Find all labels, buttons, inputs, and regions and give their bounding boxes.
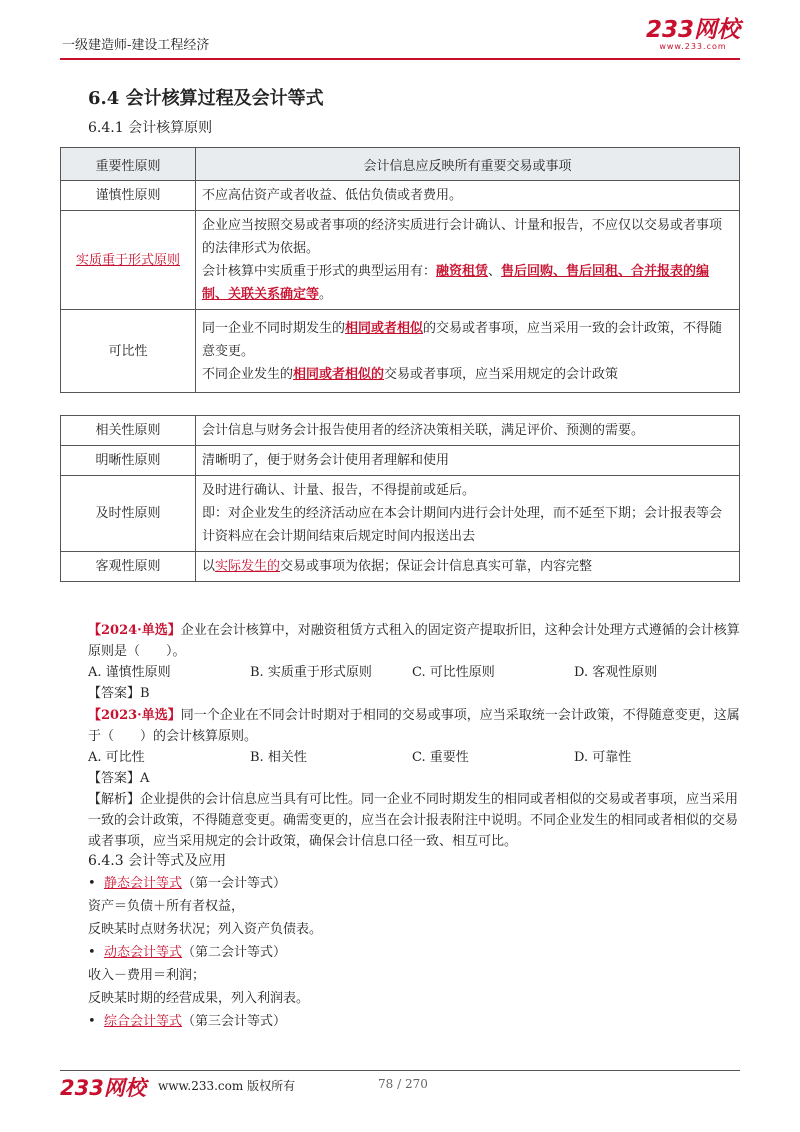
principle-name: 客观性原则 [61,552,196,582]
option: A. 谨慎性原则 [88,665,171,680]
highlight-term: 相同或者相似的 [293,366,385,382]
principle-name: 可比性 [61,310,196,393]
answer: 【答案】B [88,686,150,701]
option: A. 可比性 [88,750,145,765]
question-stem: 【2024·单选】企业在会计核算中，对融资租赁方式租入的固定资产提取折旧，这种会计处理方式遵循的会计核算原则是（ ）。 [88,623,740,659]
option: C. 可比性原则 [412,665,495,680]
subsection-title-3: 6.4.3 会计等式及应用 [88,853,227,869]
principles-table-2 [60,415,740,582]
table-header-row [61,148,740,181]
principle-name: 及时性原则 [61,476,196,552]
principle-desc: 以实际发生的交易或事项为依据；保证会计信息真实可靠，内容完整 [196,552,740,582]
table-head-desc: 会计信息应反映所有重要交易或事项 [196,148,740,181]
table-row [61,476,740,552]
equations-section [88,872,322,1033]
option: D. 可靠性 [574,750,632,765]
answer: 【答案】A [88,771,150,786]
principle-desc [196,476,740,552]
question-2024 [88,620,748,704]
footer-logo: 233网校 [60,1076,146,1100]
desc-line: 不同企业发生的相同或者相似的交易或者事项，应当采用规定的会计政策 [202,366,619,382]
desc-line: 及时进行确认、计量、报告，不得提前或延后。 [202,483,476,498]
principle-desc: 不应高估资产或者收益、低估负债或者费用。 [196,181,740,211]
highlight-term: 融资租赁 [436,264,489,279]
option: C. 重要性 [412,750,469,765]
desc-line: 企业应当按照交易或者事项的经济实质进行会计确认、计量和报告，不应仅以交易或者事项的法律形式为依据。 [202,218,723,256]
bullet-icon: • [88,945,96,960]
highlight-term: 实际发生的 [215,559,281,574]
bullet-icon: • [88,876,96,891]
highlight-term: 相同或者相似 [345,320,424,336]
bullet-item: • 静态会计等式（第一会计等式） [88,876,286,891]
option: B. 实质重于形式原则 [250,665,372,680]
principles-table-1 [60,147,740,393]
logo-text: 233网校 [645,17,740,43]
desc-line: 即：对企业发生的经济活动应在本会计期间内进行会计处理，而不延至下期；会计报表等会计资料应在会计期间结束后规定时间内报送出去 [202,506,723,544]
option: D. 客观性原则 [574,665,658,680]
question-2023 [88,705,748,852]
section-title: 6.4 会计核算过程及会计等式 [88,88,324,109]
analysis: 【解析】企业提供的会计信息应当具有可比性。同一企业不同时期发生的相同或者相似的交易或者事项，应当采用一致的会计政策，不得随意变更。确需变更的，应当在会计报表附注中说明。不同企业发生的相同或者相似的交易或者事项，应当采用规定的会计政策，确保会计信息口径一致、相互可比。 [88,792,739,849]
bullet-item: • 综合会计等式（第三会计等式） [88,1014,286,1029]
table-row [61,181,740,211]
principle-name: 谨慎性原则 [61,181,196,211]
table-row [61,552,740,582]
bullet-icon: • [88,1014,96,1029]
table-head-name: 重要性原则 [61,148,196,181]
body-line: 反映某时点财务状况；列入资产负债表。 [88,922,323,937]
body-line: 资产＝负债＋所有者权益， [88,899,245,914]
principle-desc [196,310,740,393]
table-row [61,211,740,310]
page-number: 78 / 270 [378,1077,428,1091]
table-row [61,446,740,476]
header-title: 一级建造师-建设工程经济 [62,38,210,53]
header-divider [60,58,740,60]
highlight-term: 售后回购、售后回租、合并报表的编制、关联关系确定等 [202,264,710,302]
option: B. 相关性 [250,750,307,765]
principle-desc [196,211,740,310]
desc-line: 同一企业不同时期发生的相同或者相似的交易或者事项，应当采用一致的会计政策，不得随意变更。 [202,320,723,359]
options-row [88,662,748,683]
question-tag: 【2023·单选】 [88,708,181,723]
body-line: 收入－费用＝利润； [88,968,206,983]
table-row [61,310,740,393]
principle-name: 相关性原则 [61,416,196,446]
table-row [61,416,740,446]
logo-url: www.233.com [659,42,727,51]
brand-logo [646,18,740,51]
footer-divider [60,1070,740,1071]
principle-desc: 会计信息与财务会计报告使用者的经济决策相关联，满足评价、预测的需要。 [196,416,740,446]
footer-site: www.233.com 版权所有 [158,1079,296,1093]
desc-line: 会计核算中实质重于形式的典型运用有：融资租赁、售后回购、售后回租、合并报表的编制、关联关系确定等。 [202,264,710,302]
body-line: 反映某时期的经营成果，列入利润表。 [88,991,310,1006]
bullet-item: • 动态会计等式（第二会计等式） [88,945,286,960]
principle-name-highlight: 实质重于形式原则 [75,252,180,268]
principle-desc: 清晰明了，便于财务会计使用者理解和使用 [196,446,740,476]
options-row [88,747,748,768]
question-stem: 【2023·单选】同一个企业在不同会计时期对于相同的交易或事项，应当采取统一会计政策，不得随意变更，这属于（ ）的会计核算原则。 [88,708,740,744]
subsection-title: 6.4.1 会计核算原则 [88,120,213,136]
principle-name: 明晰性原则 [61,446,196,476]
question-tag: 【2024·单选】 [88,623,181,638]
